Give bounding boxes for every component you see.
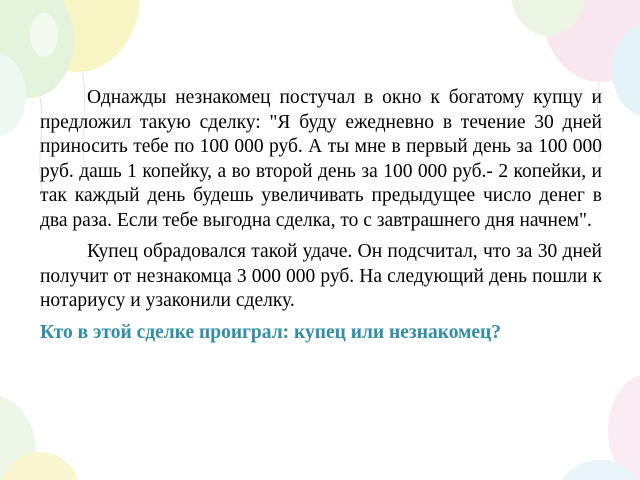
- balloons-bottom-right: [556, 374, 640, 480]
- story-paragraph-2: Купец обрадовался такой удаче. Он подсчитал, что за 30 дней получит от незнакомца 3 000 000 руб. На следующий день пошли к нотариусу и узаконили сделку.: [40, 241, 602, 311]
- slide-body: [40, 86, 602, 345]
- balloons-bottom-left: [0, 396, 80, 480]
- question-text: Кто в этой сделке проиграл: купец или незнакомец?: [40, 321, 501, 343]
- story-paragraph-1: Однажды незнакомец постучал в окно к богатому купцу и предложил такую сделку: "Я буду ежедневно в течение 30 дней приносить тебе по 100 000 руб. А ты мне в первый день за 100 000 руб. дашь 1 копейку, а во второй день за 100 000 руб.- 2 копейки, и так каждый день будешь увеличивать предыдущее число денег в два раза. Если тебе выгодна сделка, то с завтрашнего дня начнем".: [40, 87, 602, 231]
